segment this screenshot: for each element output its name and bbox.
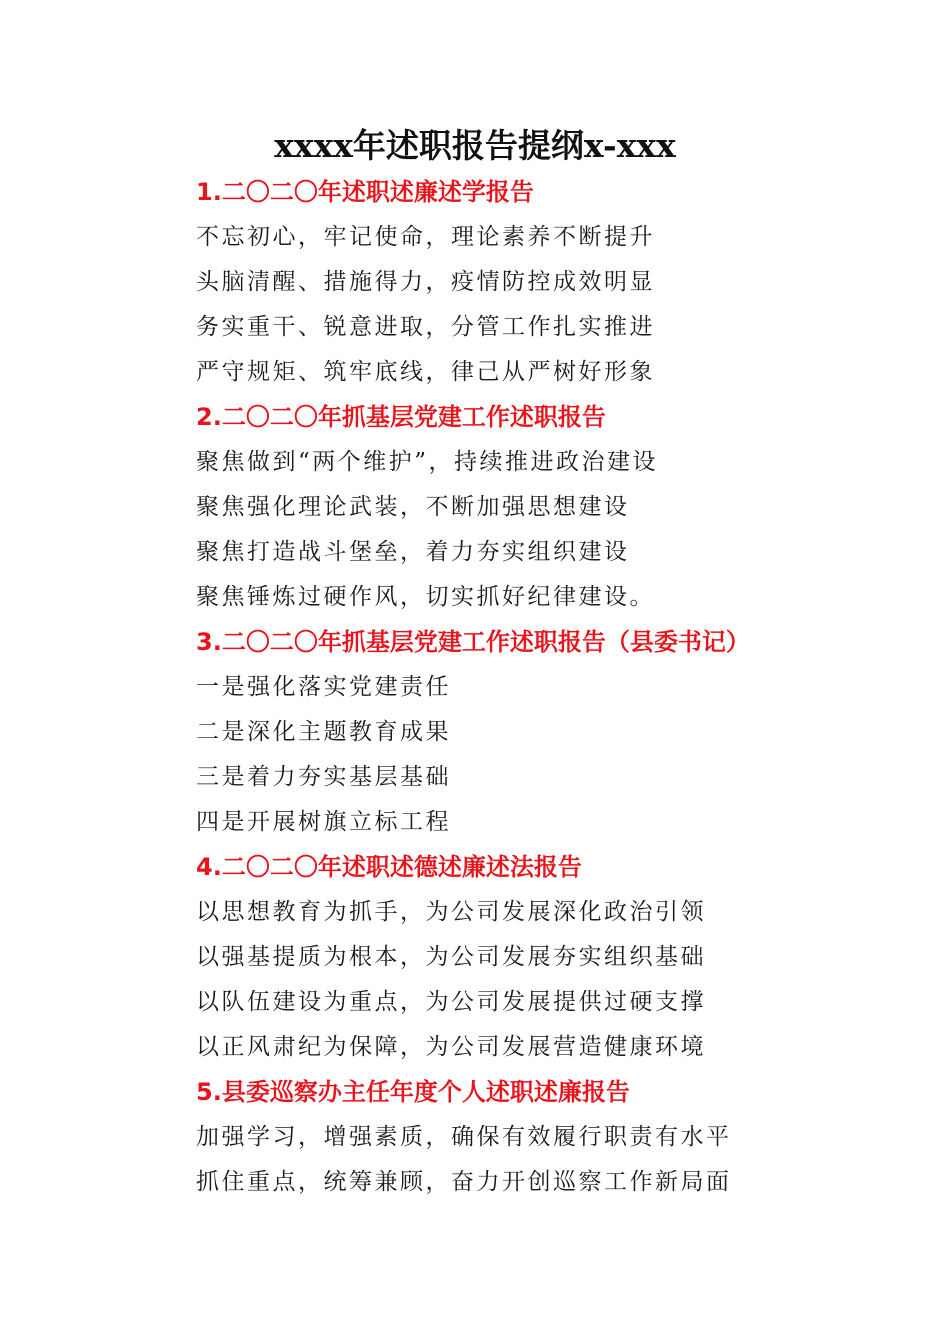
section-1 [196,170,846,395]
document-title: xxxx年述职报告提纲x-xxx [274,126,676,165]
section-line: 三是着力夯实基层基础 [196,764,451,790]
document-body [196,170,846,1205]
section-2 [196,395,846,620]
section-heading: 2.二〇二〇年抓基层党建工作述职报告 [196,403,606,431]
section-line: 严守规矩、筑牢底线，律己从严树好形象 [196,359,655,385]
section-heading: 1.二〇二〇年述职述廉述学报告 [196,178,534,206]
section-line: 以队伍建设为重点，为公司发展提供过硬支撑 [196,989,706,1015]
section-line: 抓住重点，统筹兼顾，奋力开创巡察工作新局面 [196,1169,732,1195]
section-line: 以强基提质为根本，为公司发展夯实组织基础 [196,944,706,970]
section-line: 四是开展树旗立标工程 [196,809,451,835]
section-line: 务实重干、锐意进取，分管工作扎实推进 [196,314,655,340]
section-line: 加强学习，增强素质，确保有效履行职责有水平 [196,1124,732,1150]
section-heading: 4.二〇二〇年述职述德述廉述法报告 [196,853,582,881]
section-3 [196,620,846,845]
section-line: 聚焦打造战斗堡垒，着力夯实组织建设 [196,539,630,565]
section-line: 以思想教育为抓手，为公司发展深化政治引领 [196,899,706,925]
section-heading: 5.县委巡察办主任年度个人述职述廉报告 [196,1078,630,1106]
section-heading: 3.二〇二〇年抓基层党建工作述职报告（县委书记） [196,628,750,656]
section-line: 聚焦强化理论武装，不断加强思想建设 [196,494,630,520]
section-line: 一是强化落实党建责任 [196,674,451,700]
section-line: 聚焦锤炼过硬作风，切实抓好纪律建设。 [196,584,655,610]
section-line: 以正风肃纪为保障，为公司发展营造健康环境 [196,1034,706,1060]
section-line: 聚焦做到“两个维护”，持续推进政治建设 [196,449,659,475]
section-line: 二是深化主题教育成果 [196,719,451,745]
section-line: 不忘初心，牢记使命，理论素养不断提升 [196,224,655,250]
section-4 [196,845,846,1070]
section-line: 头脑清醒、措施得力，疫情防控成效明显 [196,269,655,295]
section-5 [196,1070,846,1205]
